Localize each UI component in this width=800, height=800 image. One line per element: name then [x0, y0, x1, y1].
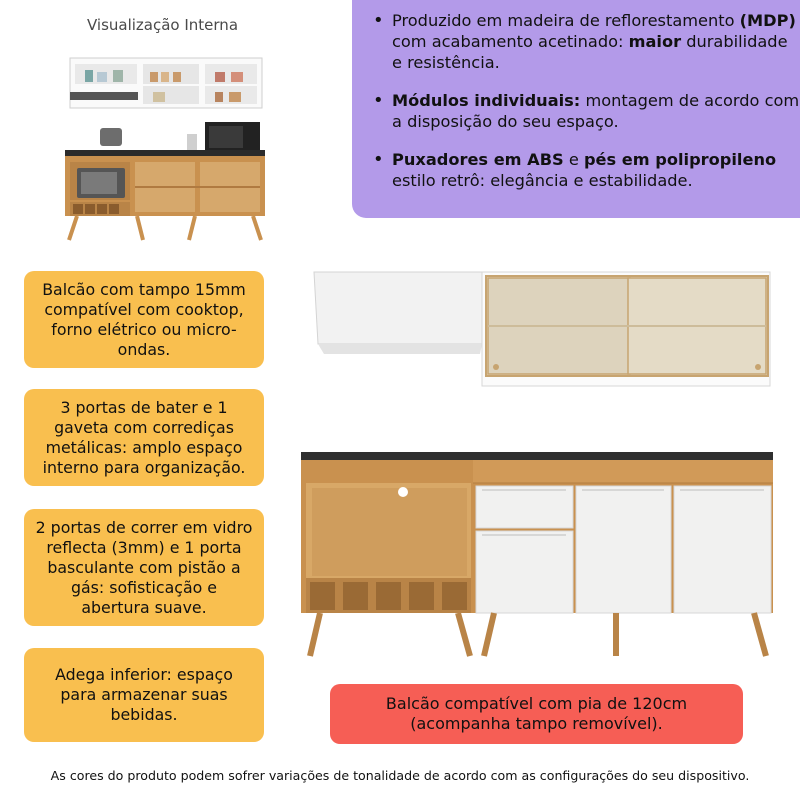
feature-text: e	[563, 150, 584, 169]
info-box-text: 3 portas de bater e 1 gaveta com corrediças metálicas: amplo espaço interno para organização.	[42, 397, 246, 477]
feature-text: com acabamento acetinado:	[392, 32, 629, 51]
internal-view-illustration	[55, 50, 275, 245]
feature-text: estilo retrô: elegância e estabilidade.	[392, 171, 693, 190]
feature-text: individuais:	[474, 91, 581, 110]
feature-item	[392, 10, 800, 73]
internal-view-title: Visualização Interna	[86, 16, 239, 34]
upper-cabinet-illustration	[310, 268, 772, 390]
info-box-countertop	[24, 271, 264, 368]
info-box-text: 2 portas de correr em vidro reflecta (3mm) e 1 porta basculante com pistão a gás: sofisticação e abertura suave.	[35, 517, 253, 617]
feature-text: Produzido em madeira de reflorestamento	[392, 11, 740, 30]
info-box-sliding-doors	[24, 509, 264, 626]
sink-note-line-1: Balcão compatível com pia de 120cm	[385, 694, 688, 713]
info-box-text: Adega inferior: espaço para armazenar suas bebidas.	[55, 665, 233, 724]
base-cabinet-illustration	[298, 452, 778, 660]
feature-item	[392, 90, 800, 132]
features-list	[352, 0, 800, 191]
feature-text: durabilidade e resistência.	[392, 32, 788, 72]
sink-note-line-2: (acompanha tampo removível).	[410, 714, 663, 733]
feature-item	[392, 149, 800, 191]
sink-note-box	[330, 684, 743, 744]
feature-text: Módulos	[392, 91, 475, 110]
feature-text: maior	[628, 32, 682, 51]
info-box-wine-rack	[24, 648, 264, 742]
color-disclaimer: As cores do produto podem sofrer variações de tonalidade de acordo com as configurações do seu dispositivo.	[50, 768, 750, 783]
info-box-text: Balcão com tampo 15mm compatível com cooktop, forno elétrico ou micro- ondas.	[42, 279, 246, 359]
feature-text: montagem de acordo com a disposição do seu espaço.	[392, 91, 800, 131]
info-box-doors-drawer	[24, 389, 264, 486]
feature-text: (MDP)	[739, 11, 796, 30]
features-panel	[352, 0, 800, 218]
feature-text: Puxadores em ABS	[392, 150, 564, 169]
feature-text: pés em polipropileno	[583, 150, 777, 169]
